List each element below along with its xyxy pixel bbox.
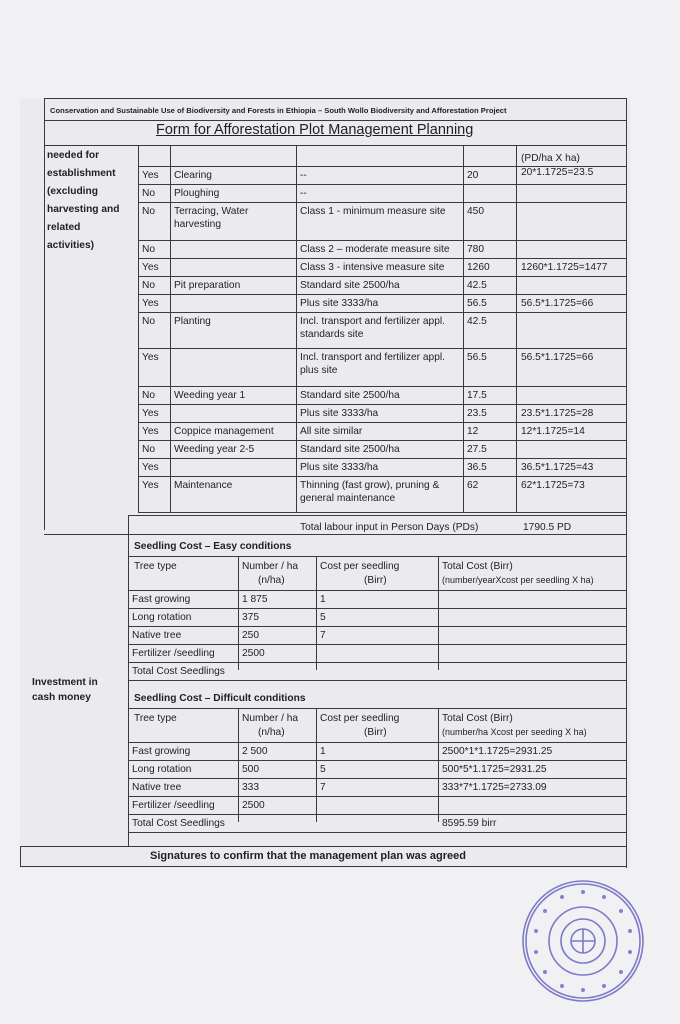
labour-yn: Yes: [142, 426, 159, 437]
investment-label: cash money: [32, 692, 91, 703]
labour-row-line: [138, 312, 626, 313]
labour-pd: 56.5: [467, 298, 487, 309]
labour-total-bottom: [44, 534, 626, 535]
labour-site: Class 2 – moderate measure site: [300, 244, 450, 255]
labour-yn: Yes: [142, 480, 159, 491]
form-title: Form for Afforestation Plot Management Planning: [156, 122, 474, 138]
labour-activity: Pit preparation: [174, 280, 241, 291]
easy-col-divider: [238, 556, 239, 670]
difficult-tree: Fertilizer /seedling: [132, 800, 215, 811]
project-header: Conservation and Sustainable Use of Biodiversity and Forests in Ethiopia – South Wollo Biodiversity and Afforestation Project: [50, 106, 507, 115]
easy-col-cost-unit: (Birr): [364, 575, 387, 586]
easy-number: 250: [242, 630, 259, 641]
difficult-col-cost: Cost per seedling: [320, 713, 400, 724]
labour-pd: 23.5: [467, 408, 487, 419]
difficult-total-label: Total Cost Seedlings: [132, 818, 225, 829]
difficult-col-divider: [438, 708, 439, 822]
easy-cost: 1: [320, 594, 326, 605]
labour-site: Standard site 2500/ha: [300, 280, 400, 291]
easy-cost: 5: [320, 612, 326, 623]
labour-pd: 1260: [467, 262, 490, 273]
labour-site: All site similar: [300, 426, 363, 437]
col-divider-activity: [170, 145, 171, 512]
labour-total-left: [128, 515, 129, 534]
difficult-row-line: [128, 760, 626, 761]
signature-line: Signatures to confirm that the management plan was agreed: [150, 850, 467, 862]
labour-section-label: establishment: [47, 168, 116, 179]
labour-pd: 780: [467, 244, 484, 255]
labour-pd: 56.5: [467, 352, 487, 363]
easy-col-divider: [316, 556, 317, 670]
frame-top: [44, 98, 626, 99]
easy-tree: Fertilizer /seedling: [132, 648, 215, 659]
labour-yn: No: [142, 390, 156, 401]
labour-section-label: harvesting and: [47, 204, 120, 215]
labour-site: Standard site 2500/ha: [300, 390, 400, 401]
easy-col-number: Number / ha: [242, 561, 299, 572]
easy-col-tree: Tree type: [134, 561, 177, 572]
labour-site: Plus site 3333/ha: [300, 462, 379, 473]
labour-activity: Planting: [174, 316, 211, 327]
formula-header: (PD/ha X ha): [521, 153, 580, 164]
labour-activity: Ploughing: [174, 188, 220, 199]
labour-row-line: [138, 422, 626, 423]
investment-label: Investment in: [32, 677, 98, 688]
difficult-col-cost-unit: (Birr): [364, 727, 387, 738]
labour-total-top: [128, 515, 626, 516]
labour-formula: 56.5*1.1725=66: [521, 352, 594, 363]
easy-title-line: [128, 556, 626, 557]
labour-row-line: [138, 458, 626, 459]
difficult-col-total: Total Cost (Birr): [442, 713, 513, 724]
title-divider: [44, 145, 626, 146]
easy-number: 2500: [242, 648, 265, 659]
easy-tree: Native tree: [132, 630, 182, 641]
difficult-tree: Fast growing: [132, 746, 191, 757]
labour-row-line: [138, 276, 626, 277]
labour-activity: Coppice management: [174, 426, 274, 437]
labour-formula: 62*1.1725=73: [521, 480, 585, 491]
labour-activity: Maintenance: [174, 480, 233, 491]
labour-pd: 12: [467, 426, 479, 437]
difficult-tree: Long rotation: [132, 764, 192, 775]
labour-site: Incl. transport and fertilizer appl. plus site: [300, 352, 445, 376]
easy-cost: 7: [320, 630, 326, 641]
labour-activity: Clearing: [174, 170, 212, 181]
easy-col-total: Total Cost (Birr): [442, 561, 513, 572]
easy-title: Seedling Cost – Easy conditions: [134, 541, 292, 552]
labour-yn: Yes: [142, 408, 159, 419]
labour-activity: Weeding year 1: [174, 390, 246, 401]
difficult-title: Seedling Cost – Difficult conditions: [134, 693, 306, 704]
labour-site: --: [300, 170, 307, 181]
labour-yn: No: [142, 188, 156, 199]
labour-row-line: [138, 386, 626, 387]
labour-yn: Yes: [142, 170, 159, 181]
easy-block-bottom: [128, 680, 626, 681]
labour-row-line: [138, 440, 626, 441]
header-divider: [44, 120, 626, 121]
labour-pd: 62: [467, 480, 479, 491]
labour-row-line: [138, 166, 626, 167]
difficult-cost: 1: [320, 746, 326, 757]
col-divider-site: [296, 145, 297, 512]
labour-yn: Yes: [142, 462, 159, 473]
labour-site: --: [300, 188, 307, 199]
labour-pd: 20: [467, 170, 479, 181]
difficult-number: 2 500: [242, 746, 268, 757]
labour-pd: 17.5: [467, 390, 487, 401]
frame-left-lower: [20, 846, 21, 866]
labour-section-label: related: [47, 222, 81, 233]
labour-section-label: needed for: [47, 150, 100, 161]
difficult-col-total-formula: (number/ha Xcost per seeding X ha): [442, 727, 587, 737]
easy-number: 375: [242, 612, 259, 623]
easy-tree: Long rotation: [132, 612, 192, 623]
labour-site: Standard site 2500/ha: [300, 444, 400, 455]
labour-row-line: [138, 258, 626, 259]
difficult-col-divider: [238, 708, 239, 822]
labour-row-line: [138, 202, 626, 203]
labour-row-line: [138, 294, 626, 295]
labour-total-label: Total labour input in Person Days (PDs): [300, 522, 479, 533]
difficult-col-tree: Tree type: [134, 713, 177, 724]
easy-row-line: [128, 626, 626, 627]
labour-site: Class 3 - intensive measure site: [300, 262, 445, 273]
labour-formula: 23.5*1.1725=28: [521, 408, 594, 419]
difficult-col-number: Number / ha: [242, 713, 299, 724]
easy-col-number-unit: (n/ha): [258, 575, 285, 586]
investment-divider: [128, 534, 129, 846]
frame-left: [44, 98, 45, 530]
easy-total-label: Total Cost Seedlings: [132, 666, 225, 677]
labour-pd: 27.5: [467, 444, 487, 455]
labour-yn: No: [142, 280, 156, 291]
difficult-number: 2500: [242, 800, 265, 811]
labour-yn: No: [142, 316, 156, 327]
difficult-col-number-unit: (n/ha): [258, 727, 285, 738]
easy-col-total-formula: (number/yearXcost per seedling X ha): [442, 575, 594, 585]
labour-activity: Weeding year 2-5: [174, 444, 255, 455]
labour-section-label: (excluding: [47, 186, 98, 197]
labour-row-line: [138, 512, 626, 513]
easy-number: 1 875: [242, 594, 268, 605]
labour-row-line: [138, 348, 626, 349]
difficult-col-divider: [316, 708, 317, 822]
difficult-total-line: [128, 814, 626, 815]
labour-site: Incl. transport and fertilizer appl. standards site: [300, 316, 445, 340]
frame-right: [626, 98, 627, 868]
col-divider-formula: [516, 145, 517, 512]
difficult-number: 333: [242, 782, 259, 793]
labour-pd: 42.5: [467, 316, 487, 327]
labour-pd: 42.5: [467, 280, 487, 291]
signature-top: [20, 846, 626, 847]
labour-formula: 56.5*1.1725=66: [521, 298, 594, 309]
labour-site: Thinning (fast grow), pruning & general maintenance: [300, 480, 440, 504]
labour-total-value: 1790.5 PD: [523, 522, 572, 533]
labour-site: Plus site 3333/ha: [300, 298, 379, 309]
easy-tree: Fast growing: [132, 594, 191, 605]
difficult-block-bottom: [128, 832, 626, 833]
col-divider-pd: [463, 145, 464, 512]
labour-row-line: [138, 240, 626, 241]
difficult-cost: 5: [320, 764, 326, 775]
labour-section-label: activities): [47, 240, 94, 251]
difficult-row-line: [128, 796, 626, 797]
formula-header-example: 20*1.1725=23.5: [521, 167, 594, 178]
difficult-row-line: [128, 742, 626, 743]
easy-row-line: [128, 608, 626, 609]
labour-pd: 450: [467, 206, 484, 217]
labour-row-line: [138, 404, 626, 405]
labour-pd: 36.5: [467, 462, 487, 473]
official-seal-stamp-icon: [518, 876, 648, 1006]
easy-total-line: [128, 662, 626, 663]
difficult-total: 500*5*1.1725=2931.25: [442, 764, 547, 775]
labour-yn: Yes: [142, 262, 159, 273]
easy-row-line: [128, 590, 626, 591]
easy-col-cost: Cost per seedling: [320, 561, 400, 572]
difficult-title-line: [128, 708, 626, 709]
labour-site: Plus site 3333/ha: [300, 408, 379, 419]
labour-formula: 12*1.1725=14: [521, 426, 585, 437]
easy-row-line: [128, 644, 626, 645]
difficult-tree: Native tree: [132, 782, 182, 793]
difficult-total-value: 8595.59 birr: [442, 818, 497, 829]
difficult-row-line: [128, 778, 626, 779]
labour-yn: No: [142, 444, 156, 455]
labour-yn: Yes: [142, 352, 159, 363]
labour-activity: Terracing, Water harvesting: [174, 206, 249, 230]
labour-row-line: [138, 476, 626, 477]
difficult-number: 500: [242, 764, 259, 775]
difficult-total: 333*7*1.1725=2733.09: [442, 782, 547, 793]
difficult-cost: 7: [320, 782, 326, 793]
labour-yn: No: [142, 244, 156, 255]
labour-row-line: [138, 184, 626, 185]
labour-site: Class 1 - minimum measure site: [300, 206, 446, 217]
easy-col-divider: [438, 556, 439, 670]
labour-formula: 36.5*1.1725=43: [521, 462, 594, 473]
labour-yn: Yes: [142, 298, 159, 309]
signature-bottom: [20, 866, 626, 867]
labour-formula: 1260*1.1725=1477: [521, 262, 608, 273]
difficult-total: 2500*1*1.1725=2931.25: [442, 746, 553, 757]
col-divider-yn: [138, 145, 139, 512]
labour-yn: No: [142, 206, 156, 217]
